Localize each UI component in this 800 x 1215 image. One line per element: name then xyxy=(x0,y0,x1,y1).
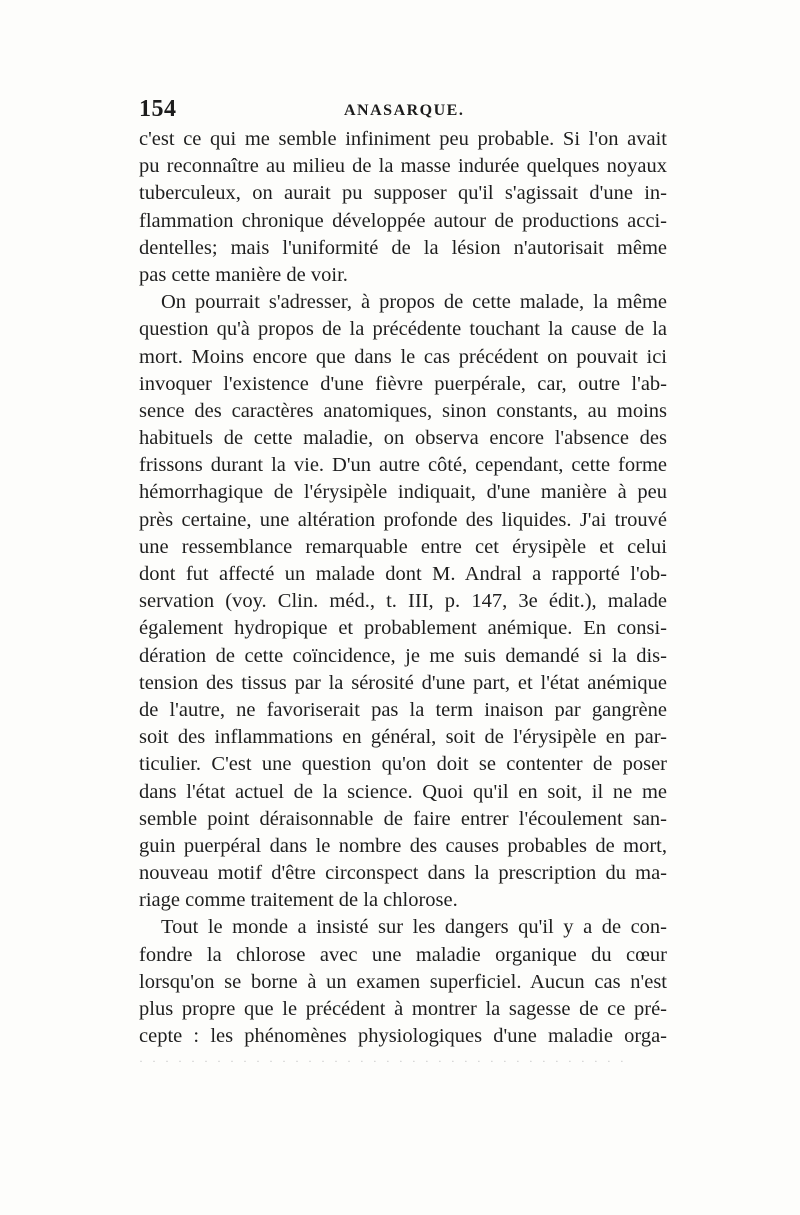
text-line: cepte : les phénomènes physiologiques d'une maladie orga- xyxy=(139,1025,667,1048)
page-header xyxy=(139,96,667,126)
text-line: flammation chronique développée autour de productions acci- xyxy=(139,209,667,232)
text-line: dération de cette coïncidence, je me suis demandé si la dis- xyxy=(139,644,667,667)
body-text xyxy=(139,126,667,1050)
text-line: ticulier. C'est une question qu'on doit se contenter de poser xyxy=(139,753,667,776)
text-line: guin puerpéral dans le nombre des causes probables de mort, xyxy=(139,834,667,857)
text-line: lorsqu'on se borne à un examen superficiel. Aucun cas n'est xyxy=(139,970,667,993)
text-line: servation (voy. Clin. méd., t. III, p. 147, 3e édit.), malade xyxy=(139,590,667,613)
text-line: c'est ce qui me semble infiniment peu probable. Si l'on avait xyxy=(139,128,667,150)
text-line: soit des inflammations en général, soit de l'érysipèle en par- xyxy=(139,726,667,749)
text-line: plus propre que le précédent à montrer la sagesse de ce pré- xyxy=(139,998,667,1020)
text-line: une ressemblance remarquable entre cet érysipèle et celui xyxy=(139,535,667,558)
text-line: tuberculeux, on aurait pu supposer qu'il s'agissait d'une in- xyxy=(139,182,667,205)
text-line: près certaine, une altération profonde des liquides. J'ai trouvé xyxy=(139,508,667,531)
text-line: Tout le monde a insisté sur les dangers qu'il y a de con- xyxy=(161,916,667,939)
text-line: mort. Moins encore que dans le cas précédent on pouvait ici xyxy=(139,345,667,368)
text-line: sence des caractères anatomiques, sinon constants, au moins xyxy=(139,399,667,422)
text-line: invoquer l'existence d'une fièvre puerpérale, car, outre l'ab- xyxy=(139,372,667,395)
text-line: fondre la chlorose avec une maladie organique du cœur xyxy=(139,943,667,966)
text-line: de l'autre, ne favoriserait pas la term inaison par gangrène xyxy=(139,698,667,721)
text-line: pu reconnaître au milieu de la masse indurée quelques noyaux xyxy=(139,155,667,178)
text-line: dans l'état actuel de la science. Quoi qu'il en soit, il ne me xyxy=(139,780,667,803)
text-line: dont fut affecté un malade dont M. Andral a rapporté l'ob- xyxy=(139,563,667,585)
text-line: dentelles; mais l'uniformité de la lésion n'autorisait même xyxy=(139,236,667,259)
text-line: également hydropique et probablement anémique. En consi- xyxy=(139,617,667,640)
text-line: nouveau motif d'être circonspect dans la prescription du ma- xyxy=(139,862,667,885)
text-line: hémorrhagique de l'érysipèle indiquait, d'une manière à peu xyxy=(139,481,667,504)
bleed-through-fragment: · · · · · · · · · · · · · · · · · · · · · · · · · · · · · · · · · · · · · · xyxy=(139,1054,627,1066)
text-line: pas cette manière de voir. xyxy=(139,263,348,286)
running-head: ANASARQUE. xyxy=(344,102,465,119)
text-line: On pourrait s'adresser, à propos de cette malade, la même xyxy=(161,291,667,314)
text-line: riage comme traitement de la chlorose. xyxy=(139,889,458,912)
text-line: habituels de cette maladie, on observa encore l'absence des xyxy=(139,427,667,450)
text-line: tension des tissus par la sérosité d'une part, et l'état anémique xyxy=(139,671,667,694)
page-number: 154 xyxy=(139,96,177,122)
text-line: frissons durant la vie. D'un autre côté, cependant, cette forme xyxy=(139,454,667,477)
text-line: semble point déraisonnable de faire entrer l'écoulement san- xyxy=(139,807,667,830)
text-line: question qu'à propos de la précédente touchant la cause de la xyxy=(139,318,667,341)
